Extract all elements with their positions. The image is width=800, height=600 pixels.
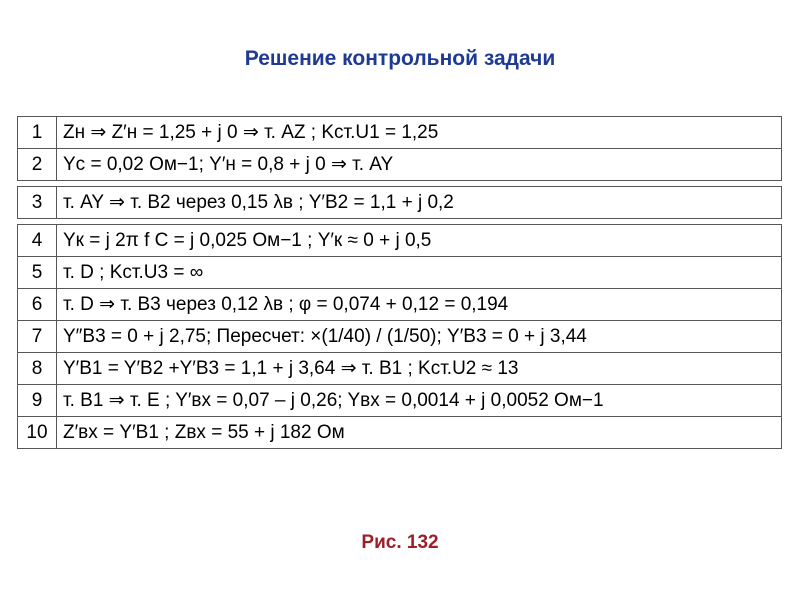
step-text: Y′B1 = Y′B2 +Y′B3 = 1,1 + j 3,64 ⇒ т. B1 ; Kст.U2 ≈ 13	[57, 353, 782, 385]
table-row	[18, 257, 782, 289]
table-row	[18, 417, 782, 449]
table-row	[18, 187, 782, 219]
table-row	[18, 149, 782, 181]
table-row	[18, 225, 782, 257]
step-number: 8	[18, 353, 57, 385]
table-row	[18, 117, 782, 149]
table-row	[18, 321, 782, 353]
step-text: т. D ; Kст.U3 = ∞	[57, 257, 782, 289]
step-number: 3	[18, 187, 57, 219]
step-text: Zн ⇒ Z′н = 1,25 + j 0 ⇒ т. AZ ; Kст.U1 = 1,25	[57, 117, 782, 149]
table-row	[18, 353, 782, 385]
step-number: 10	[18, 417, 57, 449]
step-number: 1	[18, 117, 57, 149]
step-number: 6	[18, 289, 57, 321]
step-text: Yс = 0,02 Ом−1; Y′н = 0,8 + j 0 ⇒ т. AY	[57, 149, 782, 181]
step-number: 5	[18, 257, 57, 289]
solution-steps-table	[17, 116, 782, 449]
step-text: т. D ⇒ т. B3 через 0,12 λв ; φ = 0,074 + 0,12 = 0,194	[57, 289, 782, 321]
table-row	[18, 289, 782, 321]
step-number: 2	[18, 149, 57, 181]
table-row	[18, 385, 782, 417]
step-number: 9	[18, 385, 57, 417]
step-text: Z′вх = Y′B1 ; Zвх = 55 + j 182 Ом	[57, 417, 782, 449]
step-number: 7	[18, 321, 57, 353]
step-number: 4	[18, 225, 57, 257]
slide-title: Решение контрольной задачи	[244, 47, 556, 70]
step-text: Yк = j 2π f C = j 0,025 Ом−1 ; Y′к ≈ 0 + j 0,5	[57, 225, 782, 257]
step-text: Y″B3 = 0 + j 2,75; Пересчет: ×(1/40) / (1/50); Y′B3 = 0 + j 3,44	[57, 321, 782, 353]
figure-caption: Рис. 132	[361, 532, 439, 553]
step-text: т. AY ⇒ т. B2 через 0,15 λв ; Y′B2 = 1,1 + j 0,2	[57, 187, 782, 219]
step-text: т. B1 ⇒ т. E ; Y′вх = 0,07 – j 0,26; Yвх = 0,0014 + j 0,0052 Ом−1	[57, 385, 782, 417]
